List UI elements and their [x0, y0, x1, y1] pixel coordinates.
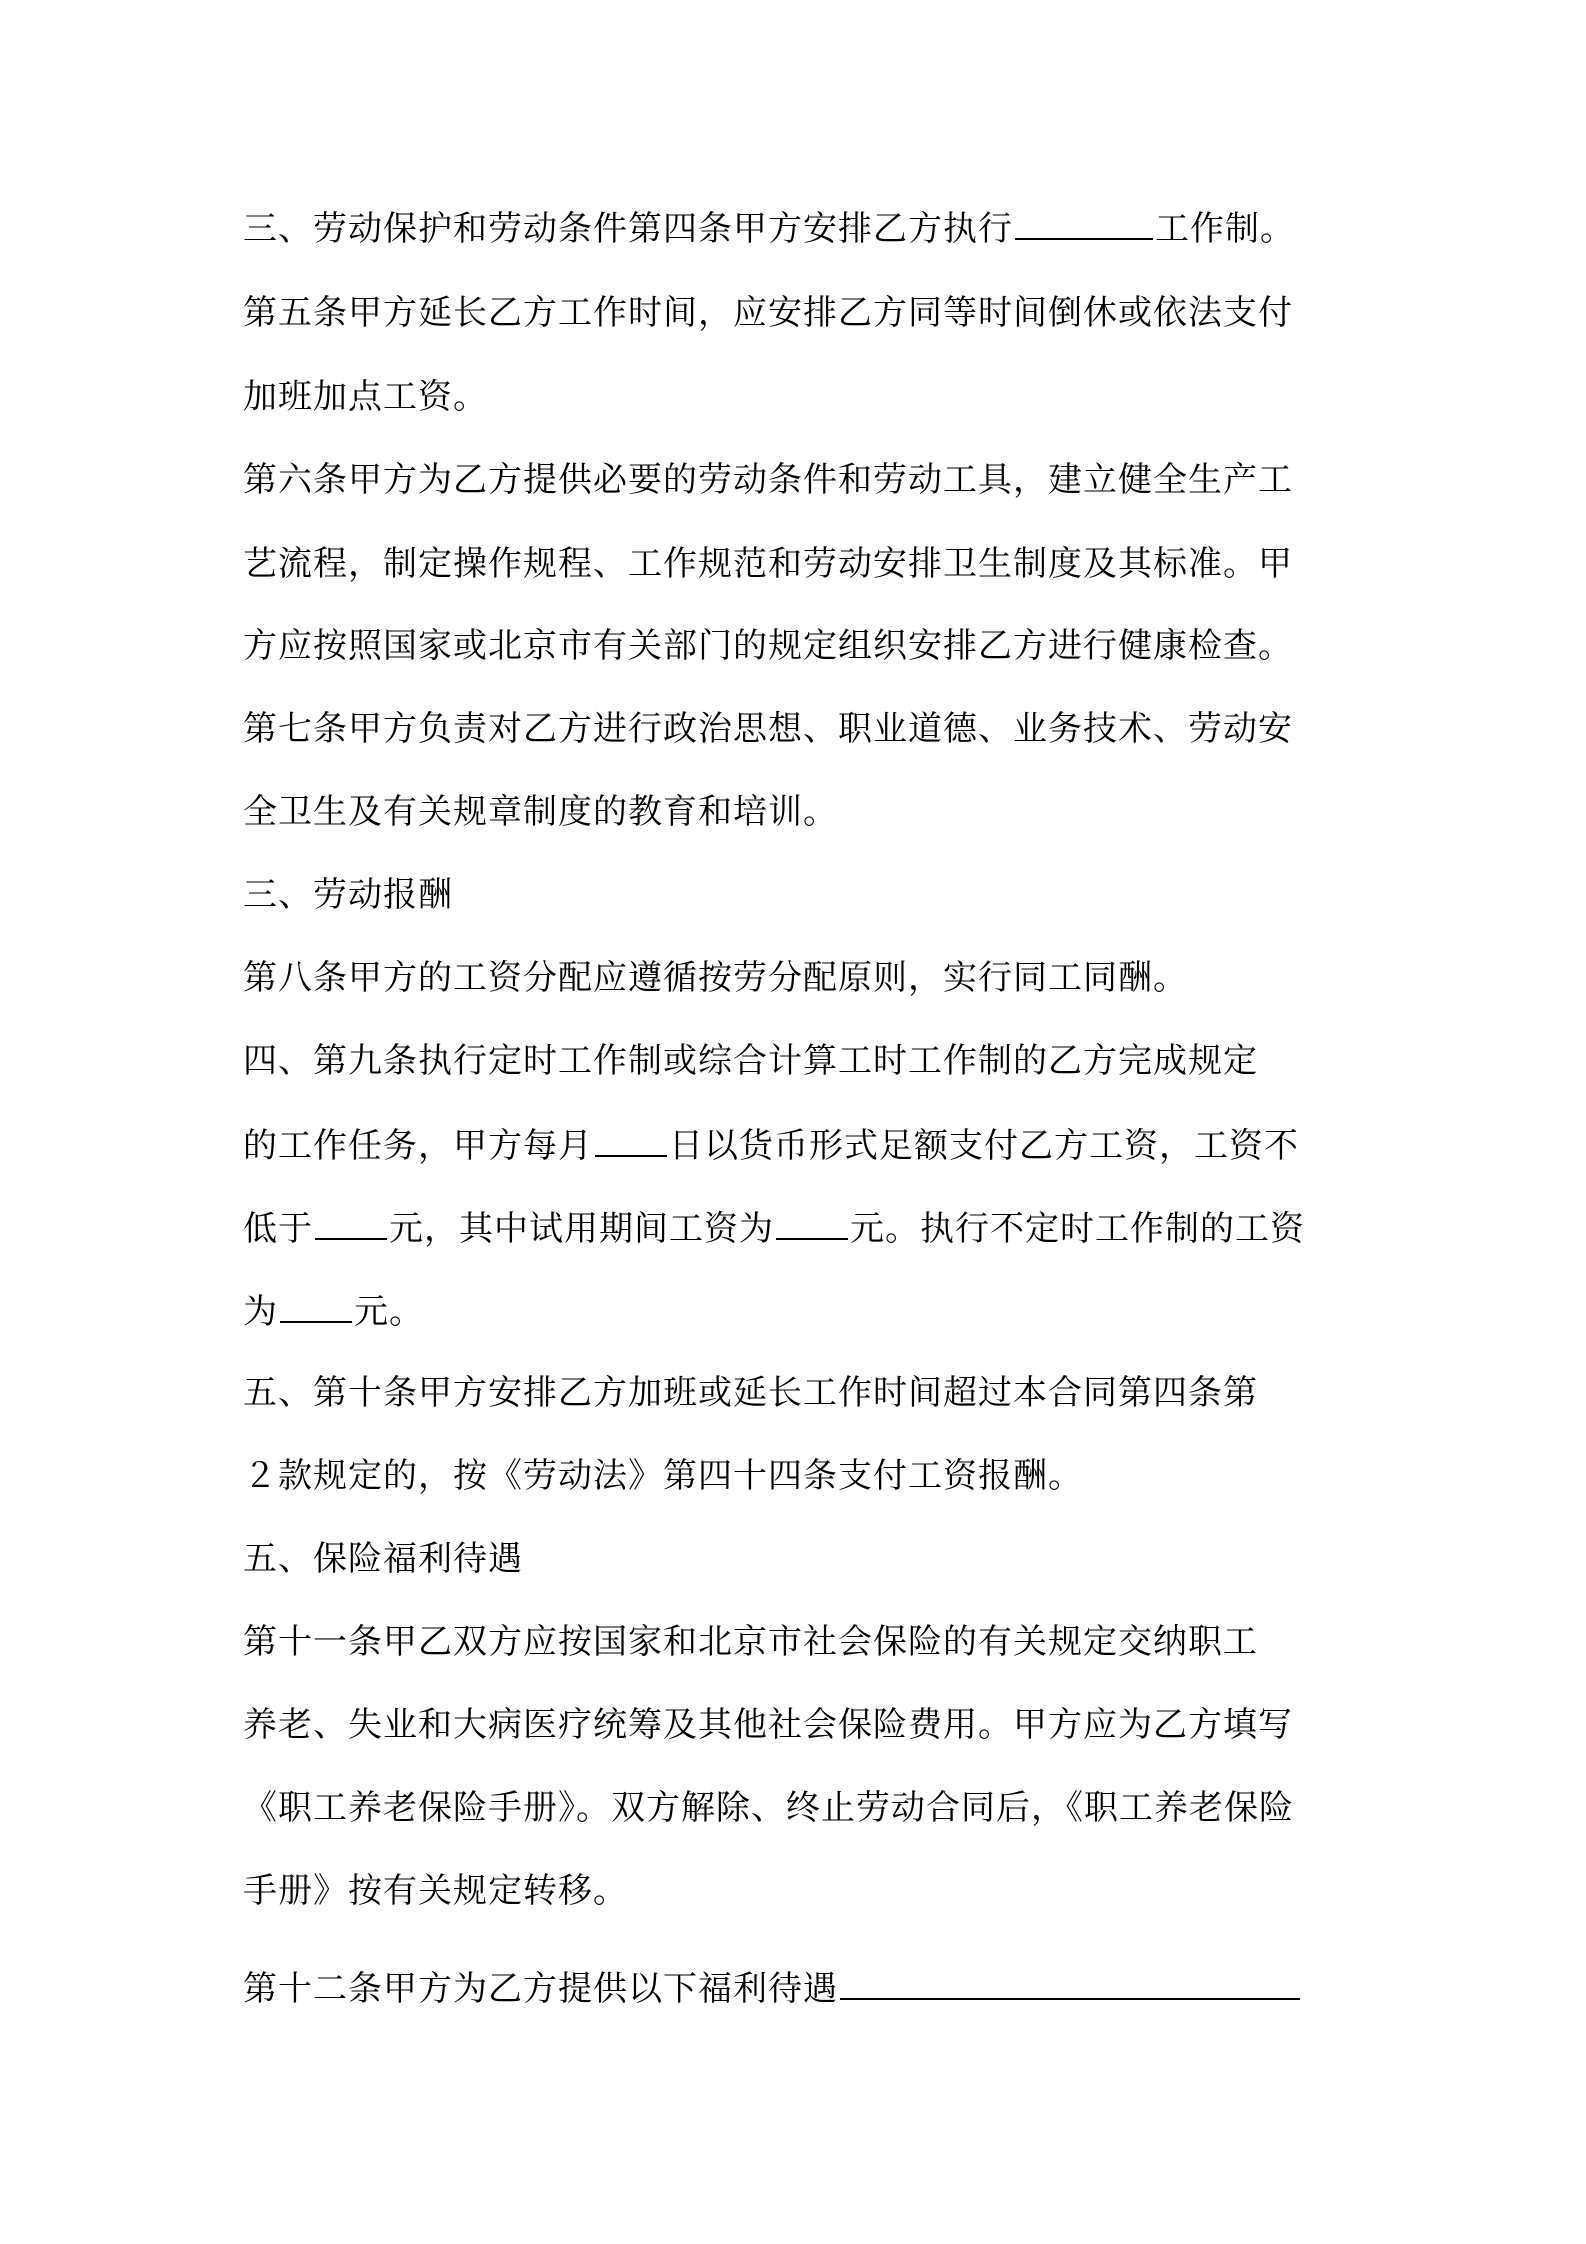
text-segment: 为 — [243, 1292, 278, 1332]
text-segment: 第六条甲方为乙方提供必要的劳动条件和劳动工具，建立健全生产工 — [243, 460, 1293, 500]
text-segment: 第五条甲方延长乙方工作时间，应安排乙方同等时间倒休或依法支付 — [243, 293, 1293, 333]
text-segment: 手册》按有关规定转移。 — [243, 1871, 628, 1911]
text-line — [243, 374, 488, 420]
text-line — [243, 1453, 1083, 1499]
text-segment: 的工作任务，甲方每月 — [243, 1126, 593, 1166]
text-segment: 艺流程，制定操作规程、工作规范和劳动安排卫生制度及其标准。甲 — [243, 544, 1293, 584]
text-segment: 第十二条甲方为乙方提供以下福利待遇 — [243, 1969, 838, 2009]
text-segment: 元，其中试用期间工资为 — [389, 1209, 774, 1249]
text-line — [243, 1619, 1258, 1665]
text-segment: ２款规定的，按《劳动法》第四十四条支付工资报酬。 — [243, 1456, 1083, 1496]
section-heading — [243, 872, 453, 918]
text-line — [243, 1370, 1258, 1416]
text-line — [243, 541, 1293, 587]
text-line — [243, 1964, 1302, 2012]
text-segment: 第八条甲方的工资分配应遵循按劳分配原则，实行同工同酬。 — [243, 958, 1188, 998]
text-segment: 加班加点工资。 — [243, 377, 488, 417]
text-line — [243, 789, 838, 835]
text-line — [243, 1702, 1293, 1748]
fill-in-blank — [595, 1121, 667, 1157]
text-segment: 三、劳动报酬 — [243, 875, 453, 915]
text-segment: 日以货币形式足额支付乙方工资，工资不 — [669, 1126, 1299, 1166]
section-heading — [243, 1536, 523, 1582]
text-segment: 三、劳动保护和劳动条件第四条甲方安排乙方执行 — [243, 209, 1013, 249]
text-segment: 元。 — [354, 1292, 424, 1332]
text-line — [243, 1785, 1294, 1831]
text-line — [243, 955, 1188, 1001]
text-line — [243, 1121, 1299, 1169]
text-segment: 四、第九条执行定时工作制或综合计算工时工作制的乙方完成规定 — [243, 1041, 1258, 1081]
text-segment: 全卫生及有关规章制度的教育和培训。 — [243, 792, 838, 832]
text-segment: 低于 — [243, 1209, 313, 1249]
fill-in-blank — [776, 1204, 848, 1240]
text-segment: 元。执行不定时工作制的工资 — [850, 1209, 1305, 1249]
text-line — [243, 1287, 424, 1335]
text-line — [243, 1868, 628, 1914]
text-segment: 第十一条甲乙双方应按国家和北京市社会保险的有关规定交纳职工 — [243, 1622, 1258, 1662]
text-line — [243, 706, 1293, 752]
text-line — [243, 457, 1293, 503]
text-segment: 工作制。 — [1155, 209, 1295, 249]
text-segment: 养老、失业和大病医疗统筹及其他社会保险费用。甲方应为乙方填写 — [243, 1705, 1293, 1745]
fill-in-blank — [840, 1964, 1300, 2000]
text-segment: 方应按照国家或北京市有关部门的规定组织安排乙方进行健康检查。 — [243, 626, 1293, 666]
text-segment: 五、保险福利待遇 — [243, 1539, 523, 1579]
text-segment: 五、第十条甲方安排乙方加班或延长工作时间超过本合同第四条第 — [243, 1373, 1258, 1413]
text-line — [243, 623, 1293, 669]
text-line — [243, 1204, 1305, 1252]
fill-in-blank — [1015, 204, 1153, 240]
fill-in-blank — [280, 1287, 352, 1323]
text-line — [243, 204, 1295, 252]
text-segment: 第七条甲方负责对乙方进行政治思想、职业道德、业务技术、劳动安 — [243, 709, 1293, 749]
text-line — [243, 290, 1293, 336]
text-line — [243, 1038, 1258, 1084]
text-segment: 《职工养老保险手册》。双方解除、终止劳动合同后，《职工养老保险 — [243, 1788, 1294, 1828]
fill-in-blank — [315, 1204, 387, 1240]
